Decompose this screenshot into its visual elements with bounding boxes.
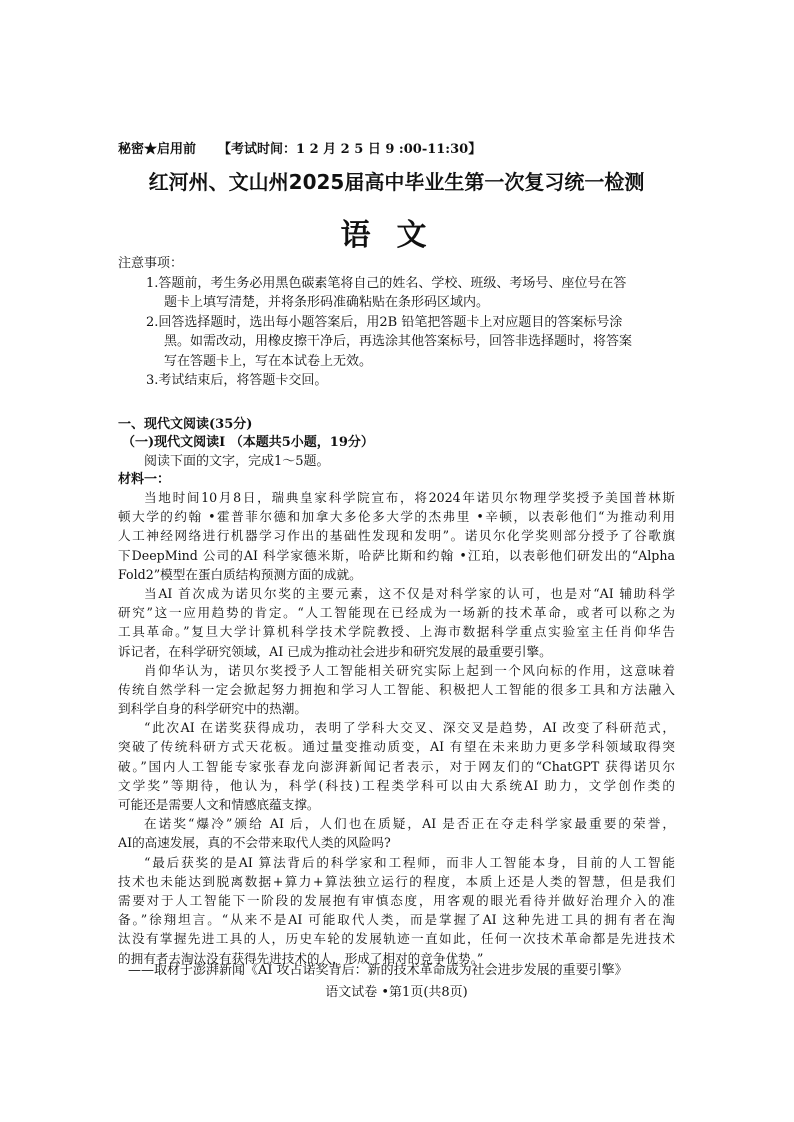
notes-heading: 注意事项：	[118, 256, 184, 271]
paragraph-line: 工具革命。”复旦大学计算机科学技术学院教授、上海市数据科学重点实验室主任肖仰华告	[118, 624, 675, 640]
exam-time: 【考试时间：1 2 月 2 5 日 9 :00-11:30】	[218, 142, 482, 157]
paragraph-line: 需要对于人工智能下一阶段的发展抱有审慎态度，用客观的眼光看待并做好治理介入的准	[118, 893, 675, 909]
paragraph	[118, 814, 675, 852]
section-title: 一、现代文阅读(35分)	[118, 417, 253, 432]
material-label: 材料一：	[118, 472, 171, 487]
paragraph-line: AI的高速发展，真的不会带来取代人类的风险吗?	[118, 835, 391, 851]
note-line: 2.回答选择题时，选出每小题答案后，用2B 铅笔把答题卡上对应题目的答案标号涂	[146, 314, 623, 330]
page-footer: 语文试卷 •第1页(共8页)	[325, 985, 468, 1000]
paragraph-line: 诉记者，在科学研究领域，AI 已成为推动社会进步和研究发展的最重要引擎。	[118, 643, 552, 659]
paragraph-line: Fold2”模型在蛋白质结构预测方面的成就。	[118, 566, 362, 582]
paragraph-line: 传统自然学科一定会掀起努力拥抱和学习人工智能、积极把人工智能的很多工具和方法融入	[118, 681, 675, 697]
paragraph-line: 破。”国内人工智能专家张春龙向澎湃新闻记者表示，对于网友们的“ChatGPT 获得诺贝尔	[118, 758, 675, 774]
paragraph	[118, 661, 675, 719]
paragraph-line: 在诺奖“爆冷”颁给 AI 后，人们也在质疑，AI 是否正在夺走科学家最重要的荣誉，	[144, 816, 675, 832]
note-line: 写在答题卡上，写在本试卷上无效。	[164, 353, 373, 369]
note-line: 题卡上填写清楚，并将条形码准确粘贴在条形码区域内。	[164, 295, 490, 310]
section	[118, 416, 675, 489]
paragraph-line: 可能还是需要人文和情感底蕴支撑。	[118, 797, 320, 813]
paragraph-line: 肖仰华认为，诺贝尔奖授予人工智能相关研究实际上起到一个风向标的作用，这意味着	[144, 662, 675, 678]
paragraph	[118, 853, 675, 968]
paragraph	[118, 718, 675, 814]
paragraph-line: 的拥有者去淘汰没有获得先进技术的人，形成了相对的竞争优势。”	[118, 950, 484, 966]
section-subtitle: （一)现代文阅读Ⅰ （本题共5小题，19分）	[122, 435, 374, 450]
note-item	[118, 371, 675, 391]
exam-title: 红河州、文山州2025届高中毕业生第一次复习统一检测	[148, 170, 645, 194]
subject-title: 语文	[340, 218, 453, 253]
paragraph-line: “此次AI 在诺奖获得成功，表明了学科大交叉、深交叉是趋势，AI 改变了科研范式，	[144, 720, 675, 736]
paragraph-line: 研究”这一应用趋势的肯定。“人工智能现在已经成为一场新的技术革命，或者可以称之为	[118, 605, 675, 621]
paragraph-line: 技术也未能达到脱离数据+算力+算法独立运行的程度，本质上还是人类的智慧，但是我们	[118, 873, 675, 889]
note-line: 黑。如需改动，用橡皮擦干净后，再选涂其他答案标号，回答非选择题时，将答案	[164, 334, 633, 349]
paragraph-line: “最后获奖的是AI 算法背后的科学家和工程师，而非人工智能本身，目前的人工智能	[144, 854, 675, 870]
article-body	[118, 488, 675, 968]
paragraph-line: 文学奖”等期待，他认为，科学(科技)工程类学科可以由大系统AI 助力，文学创作类的	[118, 777, 675, 793]
note-line: 3.考试结束后，将答题卡交回。	[146, 373, 328, 388]
paragraph-line: 下DeepMind 公司的AI 科学家德米斯，哈萨比斯和约翰 •江珀，以表彰他们研发出的“Alpha	[118, 547, 675, 563]
paragraph-line: 当地时间10月8日，瑞典皇家科学院宣布，将2024年诺贝尔物理学奖授予美国普林斯	[144, 490, 675, 505]
paragraph-line: 备。”徐翔坦言。“从来不是AI 可能取代人类，而是掌握了AI 这种先进工具的拥有者在淘	[118, 912, 675, 928]
paragraph-line: 人工神经网络进行机器学习作出的基础性发现和发明”。诺贝尔化学奖则部分授予了谷歌旗	[118, 528, 675, 544]
paragraph-line: 到科学自身的科学研究中的热潮。	[118, 701, 307, 717]
confidential-label: 秘密★启用前	[118, 142, 197, 157]
note-line: 1.答题前，考生务必用黑色碳素笔将自己的姓名、学校、班级、考场号、座位号在答	[146, 275, 627, 291]
paragraph-line: 当AI 首次成为诺贝尔奖的主要元素，这不仅是对科学家的认可，也是对“AI 辅助科学	[144, 585, 675, 601]
paragraph-line: 顿大学的约翰 •霍普菲尔德和加拿大多伦多大学的杰弗里 •辛顿，以表彰他们“为推动利用	[118, 509, 675, 525]
note-item	[118, 313, 675, 372]
article-source: ——取材于澎湃新闻《AI 攻占诺奖背后：新的技术革命成为社会进步发展的重要引擎》	[128, 963, 628, 978]
paragraph	[118, 584, 675, 661]
section-instruction: 阅读下面的文字，完成1～5题。	[144, 454, 330, 469]
paragraph-line: 汰没有掌握先进工具的人，历史车轮的发展轨迹一直如此，任何一次技术革命都是先进技术	[118, 931, 675, 947]
exam-header	[118, 138, 675, 157]
paragraph	[118, 488, 675, 584]
note-item	[118, 274, 675, 313]
notes	[118, 254, 675, 391]
paragraph-line: 突破了传统科研方式天花板。通过量变推动质变，AI 有望在未来助力更多学科领域取得突	[118, 739, 675, 755]
